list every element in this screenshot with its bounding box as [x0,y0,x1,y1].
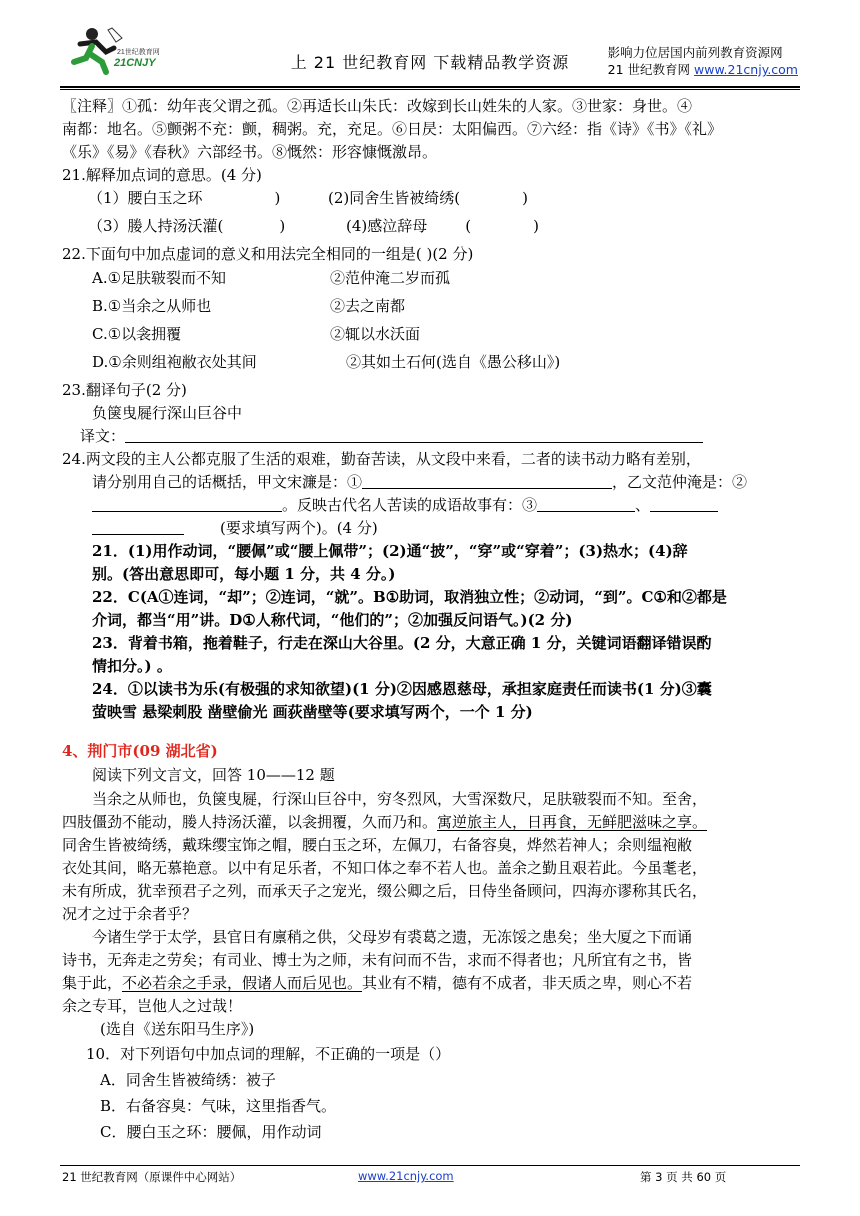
passage-line-6: 况才之过于余者乎？ [62,905,198,923]
footer-rule [60,1165,800,1166]
q22-option-b1: B.①当余之从师也 [92,297,212,315]
q21-stem: 21.解释加点词的意思。(4 分) [62,166,262,184]
answer-blank-4[interactable] [650,497,718,512]
q21-item-4: (4)感泣辞母 ( ) [346,217,539,235]
q21-item-1: （1）腰白玉之环 ) [88,189,281,207]
passage-line-4: 衣处其间，略无慕艳意。以中有足乐者，不知口体之奉不若人也。盖余之勤且艰若此。今虽耄老， [62,859,708,877]
section-title: 4、荆门市(09 湖北省) [62,742,218,760]
q22-option-a2: ②范仲淹二岁而孤 [330,269,451,287]
answer-24-line-1: 24．①以读书为乐(有极强的求知欲望)(1 分)②因感恩慈母，承担家庭责任而读书(1 分)③囊 [92,680,712,698]
answer-21-line-1: 21．(1)用作动词，“腰佩”或“腰上佩带”；(2)通“披”，“穿”或“穿着”；(3)热水；(4)辞 [92,542,688,560]
svg-text:21世纪教育网: 21世纪教育网 [117,49,160,56]
q24-line-2: 请分别用自己的话概括，甲文宋濂是：① ，乙文范仲淹是：② [92,473,748,491]
header-rule-thin [60,89,800,90]
answer-22-line-1: 22．C(A①连词，“却”；②连词，“就”。B①助词，取消独立性；②动词，“到”。C①和②都是 [92,588,727,606]
q23-translation: 译文： [80,426,703,446]
q10-stem: 10．对下列语句中加点词的理解，不正确的一项是（） [86,1045,451,1063]
answer-blank-1[interactable] [362,474,612,489]
q22-option-d2: ②其如土石何(选自《愚公移山》) [346,353,561,371]
svg-text:21CNJY: 21CNJY [114,57,156,69]
q24-line-1: 24.两文段的主人公都克服了生活的艰难，勤奋苦读，从文段中来看，二者的读书动力略有差别， [62,450,701,468]
q10-option-b: B．右备容臭：气味，这里指香气。 [100,1097,337,1115]
q22-option-b2: ②去之南都 [330,297,406,315]
notes-line-3: 《乐》《易》《春秋》六部经书。⑧慨然：形容慷慨激昂。 [62,143,438,161]
answer-23-line-2: 情扣分。) 。 [92,657,172,675]
passage-line-3: 同舍生皆被绮绣，戴珠缨宝饰之帽，腰白玉之环，左佩刀，右备容臭，烨然若神人；余则缊袍敝 [62,836,693,854]
passage-line-1: 当余之从师也，负箧曳屣，行深山巨谷中，穷冬烈风，大雪深数尺，足肤皲裂而不知。至舍， [92,790,708,808]
q10-option-c: C．腰白玉之环：腰佩，用作动词 [100,1123,322,1141]
passage-line-2: 四肢僵劲不能动，媵人持汤沃灌，以衾拥覆，久而乃和。寓逆旅主人，日再食，无鲜肥滋味之享。 [62,813,708,831]
header-rule [60,86,800,88]
answer-22-line-2: 介词，都当“用”讲。D①人称代词，“他们的”；②加强反问语气。)(2 分) [92,611,573,629]
header-site-link[interactable]: www.21cnjy.com [694,62,798,77]
answer-blank-2[interactable] [92,497,282,512]
q22-option-c2: ②辄以水沃面 [330,325,421,343]
answer-23-line-1: 23．背着书箱，拖着鞋子，行走在深山大谷里。(2 分，大意正确 1 分，关键词语翻译错误酌 [92,634,712,652]
underlined-sentence-1: 寓逆旅主人，日再食，无鲜肥滋味之享。 [437,813,708,831]
answer-blank-5[interactable] [92,520,184,535]
passage2-line-4: 余之专耳，岂他人之过哉！ [62,997,243,1015]
q22-option-a1: A.①足肤皲裂而不知 [92,269,227,287]
passage2-line-2: 诗书，无奔走之劳矣；有司业、博士为之师，未有问而不告，求而不得者也；凡所宜有之书，皆 [62,951,693,969]
passage-line-5: 未有所成，犹幸预君子之列，而承天子之宠光，缀公卿之后，日侍坐备顾问，四海亦谬称其氏名， [62,882,708,900]
q24-line-3: 。反映古代名人苦读的成语故事有：③ 、 [92,495,718,515]
q21-item-2: (2)同舍生皆被绮绣( ) [328,189,528,207]
q23-stem: 23.翻译句子(2 分) [62,381,187,399]
q10-option-a: A．同舍生皆被绮绣：被子 [100,1071,276,1089]
footer-left: 21 世纪教育网（原课件中心网站） [62,1170,242,1184]
q22-option-d1: D.①余则组袍敝衣处其间 [92,353,257,371]
answer-21-line-2: 别。(答出意思即可，每小题 1 分，共 4 分。) [92,565,396,583]
passage2-line-3: 集于此，不必若余之手录，假诸人而后见也。其业有不精，德有不成者，非天质之卑，则心不若 [62,974,693,992]
notes-line-2: 南都：地名。⑤颤粥不充：颤，稠粥。充，充足。⑥日昃：太阳偏西。⑦六经：指《诗》《书》《礼》 [62,120,723,138]
q21-item-3: （3）媵人持汤沃灌( ) [88,217,286,235]
answer-24-line-2: 萤映雪 悬梁刺股 凿壁偷光 画荻凿壁等(要求填写两个，一个 1 分) [92,703,533,721]
q23-sentence: 负箧曳屣行深山巨谷中 [92,404,243,422]
section-intro: 阅读下列文言文，回答 10——12 题 [92,766,335,784]
footer-link[interactable]: www.21cnjy.com [358,1169,454,1183]
answer-blank-3[interactable] [537,497,635,512]
q24-line-4: (要求填写两个)。(4 分) [92,518,378,538]
passage2-line-1: 今诸生学于太学，县官日有廪稍之供，父母岁有裘葛之遗，无冻馁之患矣；坐大厦之下而诵 [92,928,693,946]
header-site-line: 21 世纪教育网 www.21cnjy.com [607,62,798,77]
q22-option-c1: C.①以衾拥覆 [92,325,182,343]
footer-page-number: 第 3 页 共 60 页 [640,1170,727,1184]
notes-line-1: 〖注释〗①孤：幼年丧父谓之孤。②再适长山朱氏：改嫁到长山姓朱的人家。③世家：身世。④ [62,97,693,115]
underlined-sentence-2: 不必若余之手录，假诸人而后见也。 [122,974,363,992]
passage-source: (选自《送东阳马生序》) [100,1020,255,1038]
translation-blank[interactable] [125,428,703,443]
header-slogan: 影响力位居国内前列教育资源网 [607,45,783,60]
q22-stem: 22.下面句中加点虚词的意义和用法完全相同的一组是( )(2 分) [62,245,474,263]
header-right [608,44,798,78]
header-tagline: 上 21 世纪教育网 下载精品教学资源 [290,53,570,72]
